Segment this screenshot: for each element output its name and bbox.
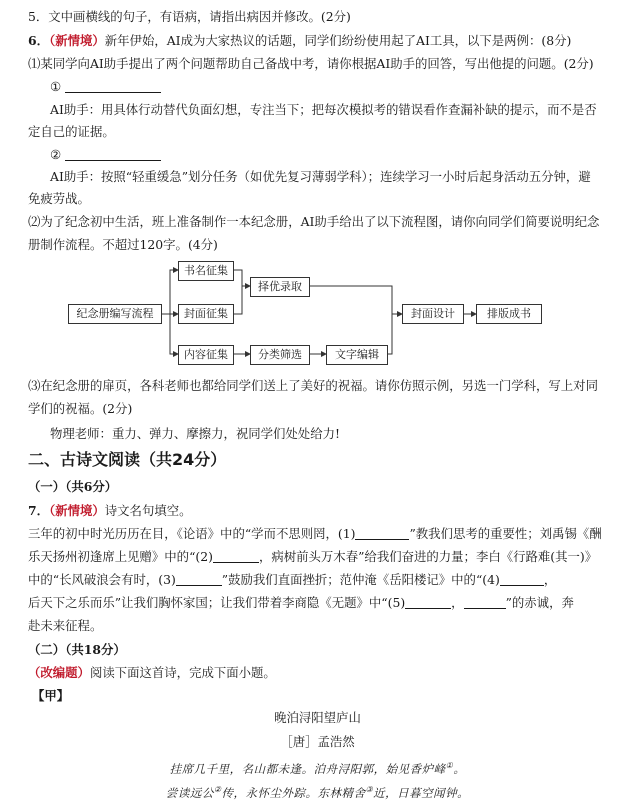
fill-blank-3[interactable] <box>176 573 222 586</box>
poem-line-2b: 传，永怀尘外踪。东林精舍 <box>221 785 366 800</box>
question-7-stem <box>28 502 192 520</box>
poem-line-1-text: 挂席几千里，名山都未逢。泊舟浔阳郭，始见香炉峰 <box>169 761 446 776</box>
fill-blank-2[interactable] <box>213 550 259 563</box>
part-2-heading: （二）（共18分） <box>28 642 126 657</box>
fill-blank-5[interactable] <box>405 596 451 609</box>
ai-answer-2b: 免疲劳战。 <box>28 191 90 206</box>
fill-blank-6[interactable] <box>464 596 506 609</box>
circle-1: ① <box>50 79 62 94</box>
answer-blank-2[interactable] <box>65 148 161 161</box>
jia-label: 【甲】 <box>32 688 70 703</box>
poem-author: ［唐］孟浩然 <box>280 734 355 749</box>
question-8-stem <box>28 664 276 682</box>
answer-line-2 <box>50 146 161 164</box>
question-7-text: 诗文名句填空。 <box>104 503 192 518</box>
node-design: 封面设计 <box>402 304 464 324</box>
fill-text-4a: 后天下之乐而乐”让我们胸怀家国；让我们带着李商隐《无题》中“(5) <box>28 595 406 610</box>
node-book-title: 书名征集 <box>178 261 234 281</box>
poem-line-1-end: 。 <box>453 761 466 776</box>
fill-text-3a: 中的“长风破浪会有时，(3) <box>28 572 176 587</box>
answer-blank-1[interactable] <box>65 80 161 93</box>
question-6-part2a: ⑵为了纪念初中生活，班上准备制作一本纪念册，AI助手给出了以下流程图，请你向同学们简要说明纪念 <box>28 214 600 229</box>
fill-blank-1[interactable] <box>355 527 409 540</box>
question-6-part3b: 学们的祝福。(2分) <box>28 401 133 416</box>
part-1-heading: （一）（共6分） <box>28 479 118 494</box>
node-content: 内容征集 <box>178 345 234 365</box>
fill-text-1a: 三年的初中时光历历在目，《论语》中的“学而不思则罔，(1) <box>28 526 356 541</box>
fill-line-4 <box>28 594 574 612</box>
flowchart <box>0 258 635 370</box>
fill-text-2a: 乐天扬州初逢席上见赠》中的“(2) <box>28 549 213 564</box>
question-6-part2b: 册制作流程。不超过120字。(4分) <box>28 237 218 252</box>
poem-line-2 <box>0 781 635 802</box>
fill-text-4b: ， <box>451 595 464 610</box>
fill-text-1b: ”教我们思考的重要性；刘禹锡《酬 <box>409 526 602 541</box>
question-7-number: 7． <box>28 503 50 518</box>
footnote-1: ① <box>445 761 454 770</box>
example-blessing: 物理老师：重力、弹力、摩擦力，祝同学们处处给力! <box>50 426 340 441</box>
fill-line-2 <box>28 548 597 566</box>
fill-text-2b: ，病树前头万木春”给我们奋进的力量；李白《行路难(其一)》 <box>258 549 598 564</box>
new-context-tag: （新情境） <box>49 33 105 48</box>
question-6-stem <box>28 32 571 50</box>
poem-line-1 <box>0 757 635 778</box>
poem-line-2a: 尝读远公 <box>165 785 214 800</box>
section-2-heading: 二、古诗文阅读（共24分） <box>28 450 227 469</box>
question-8-text: 阅读下面这首诗，完成下面小题。 <box>89 665 276 680</box>
ai-answer-1b: 定自己的证据。 <box>28 124 115 139</box>
question-6-text: 新年伊始，AI成为大家热议的话题，同学们纷纷使用起了AI工具，以下是两例：(8分) <box>104 33 572 48</box>
node-classify: 分类筛选 <box>250 345 310 365</box>
node-start: 纪念册编写流程 <box>68 304 162 324</box>
fill-line-1 <box>28 525 602 543</box>
adapted-tag: （改编题） <box>28 665 90 680</box>
question-5: 5．文中画横线的句子，有语病，请指出病因并修改。(2分) <box>28 9 351 24</box>
ai-answer-2a: AI助手：按照“轻重缓急”划分任务（如优先复习薄弱学科）；连续学习一小时后起身活动五分钟，避 <box>50 169 591 184</box>
node-cover: 封面征集 <box>178 304 234 324</box>
poem-line-2c: 近，日暮空闻钟。 <box>373 785 470 800</box>
new-context-tag-7: （新情境） <box>49 503 105 518</box>
footnote-3: ③ <box>365 785 374 794</box>
node-edit: 文字编辑 <box>326 345 388 365</box>
poem-title: 晚泊浔阳望庐山 <box>274 710 361 725</box>
fill-text-4c: ”的赤诚，奔 <box>505 595 574 610</box>
fill-blank-4[interactable] <box>500 573 544 586</box>
node-select: 择优录取 <box>250 277 310 297</box>
fill-line-5: 赴未来征程。 <box>28 618 103 633</box>
answer-line-1 <box>50 78 161 96</box>
node-print: 排版成书 <box>476 304 542 324</box>
ai-answer-1a: AI助手：用具体行动替代负面幻想，专注当下；把每次模拟考的错误看作查漏补缺的提示，而不是否 <box>50 102 597 117</box>
circle-2: ② <box>50 147 62 162</box>
fill-text-3b: ”鼓励我们直面挫折；范仲淹《岳阳楼记》中的“(4) <box>221 572 500 587</box>
question-6-number: 6． <box>28 33 50 48</box>
footnote-2: ② <box>213 785 222 794</box>
fill-line-3 <box>28 571 556 589</box>
fill-text-3c: ， <box>543 572 557 587</box>
question-6-part1: ⑴某同学向AI助手提出了两个问题帮助自己备战中考，请你根据AI助手的回答，写出他提的问题。(2分) <box>28 56 594 71</box>
question-6-part3a: ⑶在纪念册的扉页，各科老师也都给同学们送上了美好的祝福。请你仿照示例，另选一门学科，写上对同 <box>28 378 598 393</box>
